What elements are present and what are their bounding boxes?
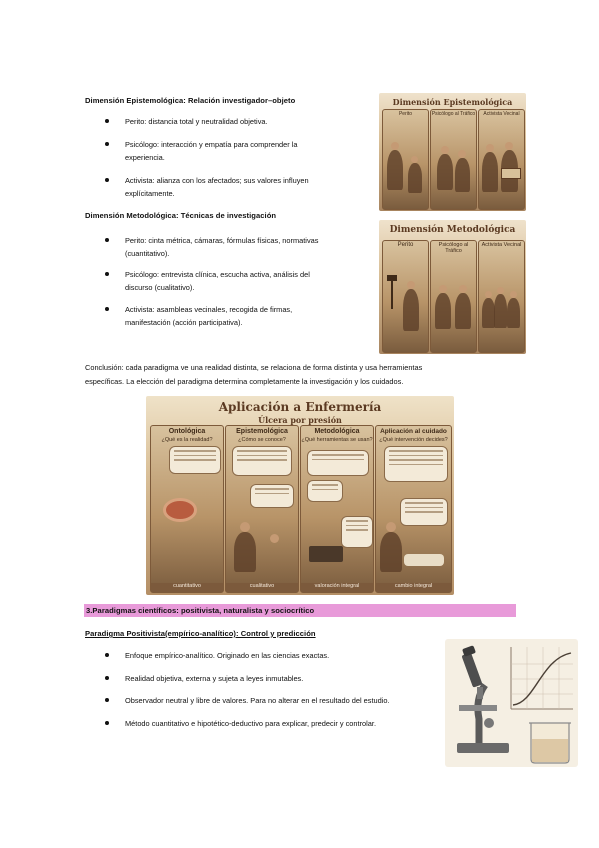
section-3-title: 3.Paradigmas científicos: positivista, naturalista y sociocrítico	[86, 606, 315, 615]
illustration-panel	[300, 425, 374, 593]
illustration-panel	[478, 109, 525, 210]
bullet-icon	[105, 307, 109, 311]
positivista-heading: Paradigma Positivista(empírico-analítico): Control y predicción	[85, 629, 316, 638]
list-item	[105, 138, 375, 166]
microscope-icon	[445, 639, 578, 767]
illustration-panel	[225, 425, 299, 593]
panel-label: Perito	[398, 111, 413, 117]
column-question: ¿Cómo se conoce?	[238, 437, 286, 443]
list-item	[105, 649, 445, 663]
bullet-text: explícitamente.	[125, 189, 175, 198]
bullet-text: Observador neutral y libre de valores. Para no alterar en el resultado del estudio.	[125, 696, 390, 705]
bullet-icon	[105, 676, 109, 680]
column-footer: cualitativo	[226, 583, 298, 592]
bullet-icon	[105, 119, 109, 123]
bullet-text: Perito: cinta métrica, cámaras, fórmulas físicas, normativas	[125, 236, 319, 245]
bullet-text: Método cuantitativo e hipotético-deductivo para explicar, predecir y controlar.	[125, 719, 377, 728]
illustration-panel	[430, 109, 477, 210]
panel-label: Activista Vecinal	[483, 111, 520, 117]
enfermeria-illustration	[146, 396, 454, 595]
column-footer: valoración integral	[301, 583, 373, 592]
illustration-panel	[382, 109, 429, 210]
bullet-icon	[105, 272, 109, 276]
illustration-panel	[478, 240, 525, 353]
panel-label: Psicólogo al Tráfico	[438, 242, 469, 254]
bullet-text: Psicólogo: entrevista clínica, escucha activa, análisis del	[125, 270, 310, 279]
illustration-title: Aplicación a Enfermería	[218, 400, 382, 414]
column-heading: Epistemológica	[236, 428, 288, 435]
column-heading: Metodológica	[314, 428, 360, 435]
illustration-title: Dimensión Epistemológica	[392, 97, 513, 107]
list-item	[105, 717, 445, 731]
panel-label: Psicólogo al Tráfico	[431, 111, 476, 117]
illustration-panel	[430, 240, 477, 353]
bullet-icon	[105, 178, 109, 182]
bullet-text: Activista: alianza con los afectados; sus valores influyen	[125, 176, 309, 185]
bullet-text: experiencia.	[125, 153, 165, 162]
bullet-icon	[105, 721, 109, 725]
column-heading: Ontológica	[168, 428, 206, 435]
conclusion-line-2: específicas. La elección del paradigma determina completamente la investigación y los cuidados.	[85, 377, 404, 386]
bullet-text: Activista: asambleas vecinales, recogida de firmas,	[125, 305, 293, 314]
list-item	[105, 672, 445, 686]
column-heading: Aplicación al cuidado	[380, 428, 447, 435]
bullet-icon	[105, 238, 109, 242]
list-item	[105, 268, 375, 296]
bullet-text: manifestación (acción participativa).	[125, 318, 243, 327]
list-item	[105, 234, 375, 262]
column-question: ¿Qué intervención decides?	[379, 437, 448, 443]
list-item	[105, 174, 375, 202]
panel-label: Activista Vecinal	[481, 242, 522, 248]
bullet-text: Perito: distancia total y neutralidad objetiva.	[125, 117, 268, 126]
conclusion-line-1: Conclusión: cada paradigma ve una realidad distinta, se relaciona de forma distinta y usa herramientas	[85, 363, 423, 372]
bullet-text: Realidad objetiva, externa y sujeta a leyes inmutables.	[125, 674, 304, 683]
column-question: ¿Qué herramientas se usan?	[301, 437, 373, 443]
epistemologica-illustration	[379, 93, 526, 211]
list-item	[105, 303, 375, 331]
bullet-icon	[105, 698, 109, 702]
epistemologica-heading: Dimensión Epistemológica: Relación investigador–objeto	[85, 96, 296, 105]
bullet-icon	[105, 142, 109, 146]
bullet-text: (cuantitativo).	[125, 249, 170, 258]
illustration-panel	[382, 240, 429, 353]
illustration-panel	[375, 425, 452, 593]
list-item	[105, 694, 445, 708]
column-footer: cambio integral	[376, 583, 451, 592]
illustration-panel	[150, 425, 224, 593]
microscope-illustration	[445, 639, 578, 767]
panel-label: Perito	[397, 242, 414, 248]
illustration-title: Dimensión Metodológica	[389, 225, 516, 235]
metodologica-illustration	[379, 220, 526, 354]
illustration-subtitle: Úlcera por presión	[258, 415, 342, 425]
metodologica-heading: Dimensión Metodológica: Técnicas de investigación	[85, 211, 277, 220]
bullet-text: Psicólogo: interacción y empatía para comprender la	[125, 140, 298, 149]
column-question: ¿Qué es la realidad?	[161, 437, 213, 443]
bullet-text: discurso (cualitativo).	[125, 283, 195, 292]
bullet-icon	[105, 653, 109, 657]
bullet-text: Enfoque empírico-analítico. Originado en las ciencias exactas.	[125, 651, 330, 660]
column-footer: cuantitativo	[151, 583, 223, 592]
list-item	[105, 115, 375, 129]
